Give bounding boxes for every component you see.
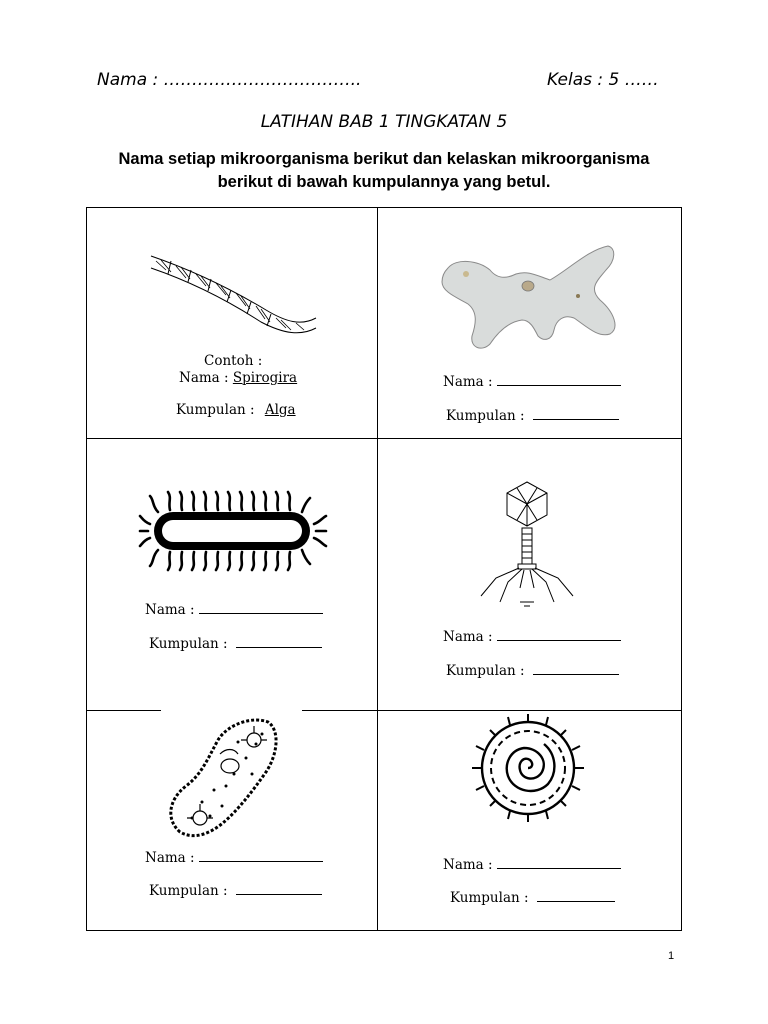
cell-4-group-row	[446, 660, 619, 679]
cell-3-group-blank[interactable]	[236, 633, 322, 648]
spiral-virus-icon	[466, 710, 590, 822]
instruction-line-2: berikut di bawah kumpulannya yang betul.	[217, 173, 551, 191]
cell-2-name-row	[443, 371, 621, 390]
cell-6-group-label: Kumpulan :	[450, 890, 529, 906]
grid-divider-row-2-left	[86, 710, 161, 711]
cell-1-name-label: Nama :	[179, 370, 229, 386]
spirogyra-filament-icon	[146, 248, 321, 338]
cell-5-group-label: Kumpulan :	[149, 883, 228, 899]
example-label: Contoh :	[204, 353, 263, 369]
cell-2-group-blank[interactable]	[533, 405, 619, 420]
cell-5-name-row	[145, 847, 323, 866]
cell-2-name-label: Nama :	[443, 374, 493, 390]
cell-5-group-row	[149, 880, 322, 899]
cell-3-group-row	[149, 633, 322, 652]
grid-divider-vertical	[377, 207, 378, 931]
cell-5-name-blank[interactable]	[199, 847, 323, 862]
page-number: 1	[668, 950, 675, 962]
cell-4-name-blank[interactable]	[497, 626, 621, 641]
cell-4-name-row	[443, 626, 621, 645]
cell-4-group-blank[interactable]	[533, 660, 619, 675]
cell-4-name-label: Nama :	[443, 629, 493, 645]
cell-1-group-label: Kumpulan :	[176, 402, 255, 418]
amoeba-icon	[438, 240, 623, 355]
cell-1-group-row	[176, 402, 296, 418]
cell-2-name-blank[interactable]	[497, 371, 621, 386]
cell-2-group-label: Kumpulan :	[446, 408, 525, 424]
cell-6-name-label: Nama :	[443, 857, 493, 873]
grid-divider-row-1	[86, 438, 682, 439]
cell-6-name-row	[443, 854, 621, 873]
cell-1-name-row	[179, 370, 297, 386]
cell-6-name-blank[interactable]	[497, 854, 621, 869]
worksheet-title: LATIHAN BAB 1 TINGKATAN 5	[260, 112, 508, 132]
cell-1-group-answer: Alga	[264, 402, 296, 418]
cell-1-name-answer: Spirogira	[232, 370, 298, 386]
paramecium-icon	[162, 714, 284, 840]
cell-2-group-row	[446, 405, 619, 424]
cell-3-name-row	[145, 599, 323, 618]
instructions	[80, 148, 688, 194]
bacteriophage-icon	[476, 478, 578, 610]
cell-3-name-blank[interactable]	[199, 599, 323, 614]
cell-3-group-label: Kumpulan :	[149, 636, 228, 652]
cell-3-name-label: Nama :	[145, 602, 195, 618]
cell-6-group-row	[450, 887, 615, 906]
class-field[interactable]: Kelas : 5 ……	[547, 70, 659, 90]
cell-5-group-blank[interactable]	[236, 880, 322, 895]
cell-5-name-label: Nama :	[145, 850, 195, 866]
instruction-line-1: Nama setiap mikroorganisma berikut dan kelaskan mikroorganisma	[118, 150, 650, 168]
student-name-field[interactable]: Nama : ……………………………..	[97, 70, 362, 90]
cell-6-group-blank[interactable]	[537, 887, 615, 902]
ciliated-bacterium-icon	[138, 490, 328, 572]
cell-4-group-label: Kumpulan :	[446, 663, 525, 679]
